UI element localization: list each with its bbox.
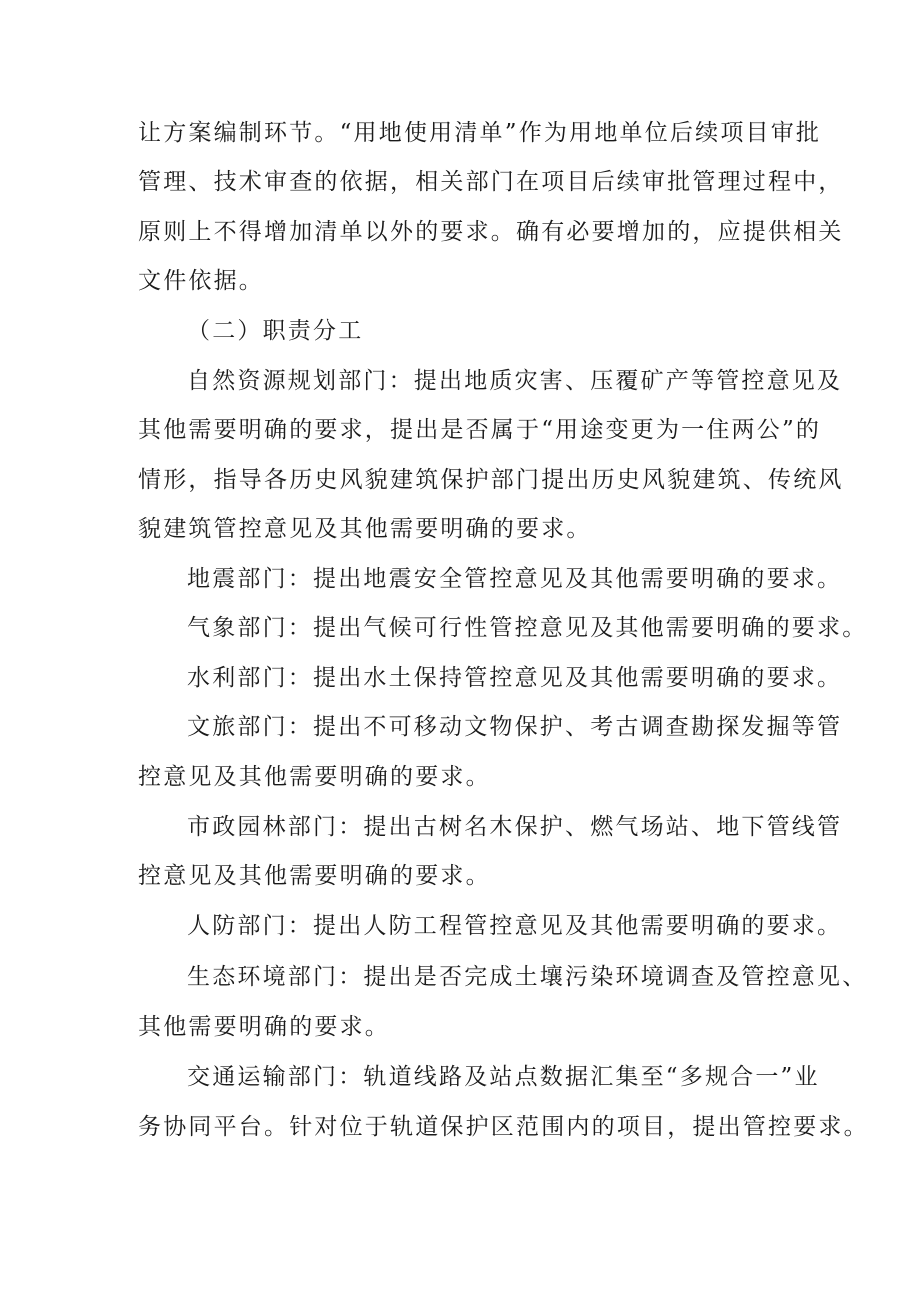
paragraph-line: 气象部门：提出气候可行性管控意见及其他需要明确的要求。 xyxy=(187,615,868,641)
paragraph-line: 务协同平台。针对位于轨道保护区范围内的项目，提出管控要求。 xyxy=(138,1114,869,1140)
paragraph-line: 生态环境部门：提出是否完成土壤污染环境调查及管控意见、 xyxy=(187,964,868,990)
paragraph-line: 让方案编制环节。“用地使用清单”作为用地单位后续项目审批 xyxy=(138,120,822,146)
paragraph-line: 其他需要明确的要求，提出是否属于“用途变更为一住两公”的 xyxy=(138,417,822,443)
paragraph-line: 文旅部门：提出不可移动文物保护、考古调查勘探发掘等管 xyxy=(187,714,843,740)
paragraph-line: 水利部门：提出水土保持管控意见及其他需要明确的要求。 xyxy=(187,665,843,691)
paragraph-line: 人防部门：提出人防工程管控意见及其他需要明确的要求。 xyxy=(187,913,843,939)
paragraph-line: 市政园林部门：提出古树名木保护、燃气场站、地下管线管 xyxy=(187,814,843,840)
paragraph-line: 地震部门：提出地震安全管控意见及其他需要明确的要求。 xyxy=(187,566,843,592)
paragraph-line: 控意见及其他需要明确的要求。 xyxy=(138,764,491,790)
paragraph-line: 管理、技术审查的依据，相关部门在项目后续审批管理过程中， xyxy=(138,169,844,195)
paragraph-line: 情形，指导各历史风貌建筑保护部门提出历史风貌建筑、传统风 xyxy=(138,467,844,493)
paragraph-line: 原则上不得增加清单以外的要求。确有必要增加的，应提供相关 xyxy=(138,219,844,245)
paragraph-line: 交通运输部门：轨道线路及站点数据汇集至“多规合一”业 xyxy=(187,1064,820,1090)
section-heading: （二）职责分工 xyxy=(187,318,364,344)
paragraph-line: 文件依据。 xyxy=(138,268,264,294)
paragraph-line: 控意见及其他需要明确的要求。 xyxy=(138,863,491,889)
paragraph-line: 貌建筑管控意见及其他需要明确的要求。 xyxy=(138,516,592,542)
paragraph-line: 其他需要明确的要求。 xyxy=(138,1014,390,1040)
paragraph-line: 自然资源规划部门：提出地质灾害、压覆矿产等管控意见及 xyxy=(187,368,843,394)
